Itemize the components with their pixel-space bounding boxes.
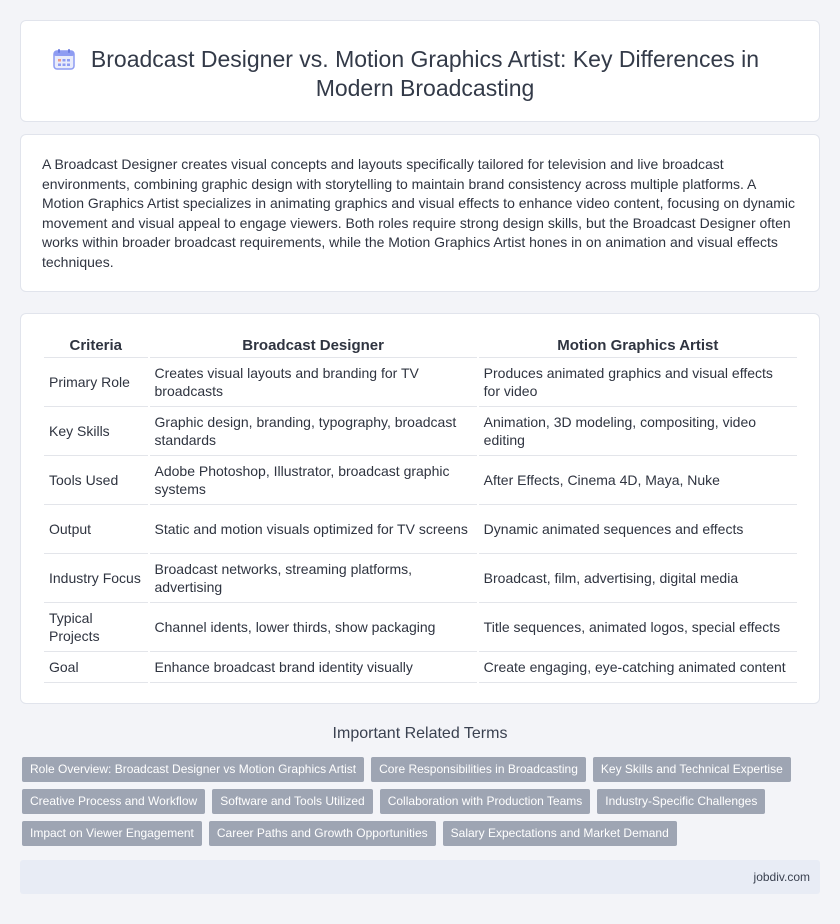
table-row [44, 407, 797, 456]
related-term-tag[interactable]: Career Paths and Growth Opportunities [209, 821, 436, 846]
motion-cell: Dynamic animated sequences and effects [479, 505, 797, 554]
criteria-cell: Key Skills [44, 407, 148, 456]
broadcast-cell: Graphic design, branding, typography, broadcast standards [150, 407, 477, 456]
related-term-tag[interactable]: Core Responsibilities in Broadcasting [371, 757, 586, 782]
table-row [44, 603, 797, 652]
related-terms-heading: Important Related Terms [332, 725, 508, 742]
broadcast-cell: Channel idents, lower thirds, show packaging [150, 603, 477, 652]
footer [20, 860, 820, 894]
table-row [44, 456, 797, 505]
criteria-cell: Primary Role [44, 358, 148, 407]
motion-cell: Produces animated graphics and visual effects for video [479, 358, 797, 407]
motion-cell: After Effects, Cinema 4D, Maya, Nuke [479, 456, 797, 505]
motion-cell: Broadcast, film, advertising, digital media [479, 554, 797, 603]
related-term-tag[interactable]: Creative Process and Workflow [22, 789, 205, 814]
footer-site-link[interactable]: jobdiv.com [753, 870, 810, 884]
criteria-cell: Tools Used [44, 456, 148, 505]
related-term-tag[interactable]: Collaboration with Production Teams [380, 789, 591, 814]
broadcast-cell: Adobe Photoshop, Illustrator, broadcast graphic systems [150, 456, 477, 505]
related-term-tag[interactable]: Industry-Specific Challenges [597, 789, 765, 814]
header-motion-graphics-artist: Motion Graphics Artist [479, 335, 797, 358]
broadcast-cell: Enhance broadcast brand identity visually [150, 652, 477, 683]
related-term-tag[interactable]: Salary Expectations and Market Demand [443, 821, 677, 846]
header-broadcast-designer: Broadcast Designer [150, 335, 477, 358]
intro-card [20, 134, 820, 292]
criteria-cell: Output [44, 505, 148, 554]
motion-cell: Title sequences, animated logos, special effects [479, 603, 797, 652]
broadcast-cell: Broadcast networks, streaming platforms, advertising [150, 554, 477, 603]
header-criteria: Criteria [44, 335, 148, 358]
comparison-card [20, 313, 820, 704]
table-row [44, 358, 797, 407]
criteria-cell: Typical Projects [44, 603, 148, 652]
broadcast-cell: Creates visual layouts and branding for TV broadcasts [150, 358, 477, 407]
criteria-cell: Industry Focus [44, 554, 148, 603]
table-header-row [44, 335, 797, 358]
intro-paragraph: A Broadcast Designer creates visual concepts and layouts specifically tailored for television and live broadcast environments, combining graphic design with storytelling to maintain brand consistency across multiple platforms. A Motion Graphics Artist specializes in animating graphics and visual effects to enhance video content, focusing on dynamic movement and visual appeal to engage viewers. Both roles require strong design skills, but the Broadcast Designer often works within broader broadcast requirements, while the Motion Graphics Artist hones in on animation and visual effects techniques. [42, 156, 796, 270]
motion-cell: Create engaging, eye-catching animated content [479, 652, 797, 683]
page-title: Broadcast Designer vs. Motion Graphics Artist: Key Differences in Modern Broadcasting [90, 46, 760, 101]
related-terms-list [22, 757, 812, 853]
header-card [20, 20, 820, 122]
table-row [44, 554, 797, 603]
criteria-cell: Goal [44, 652, 148, 683]
comparison-table [42, 335, 799, 683]
table-row [44, 652, 797, 683]
related-term-tag[interactable]: Software and Tools Utilized [212, 789, 373, 814]
related-term-tag[interactable]: Key Skills and Technical Expertise [593, 757, 791, 782]
broadcast-cell: Static and motion visuals optimized for TV screens [150, 505, 477, 554]
related-term-tag[interactable]: Impact on Viewer Engagement [22, 821, 202, 846]
related-term-tag[interactable]: Role Overview: Broadcast Designer vs Motion Graphics Artist [22, 757, 364, 782]
table-row [44, 505, 797, 554]
motion-cell: Animation, 3D modeling, compositing, video editing [479, 407, 797, 456]
